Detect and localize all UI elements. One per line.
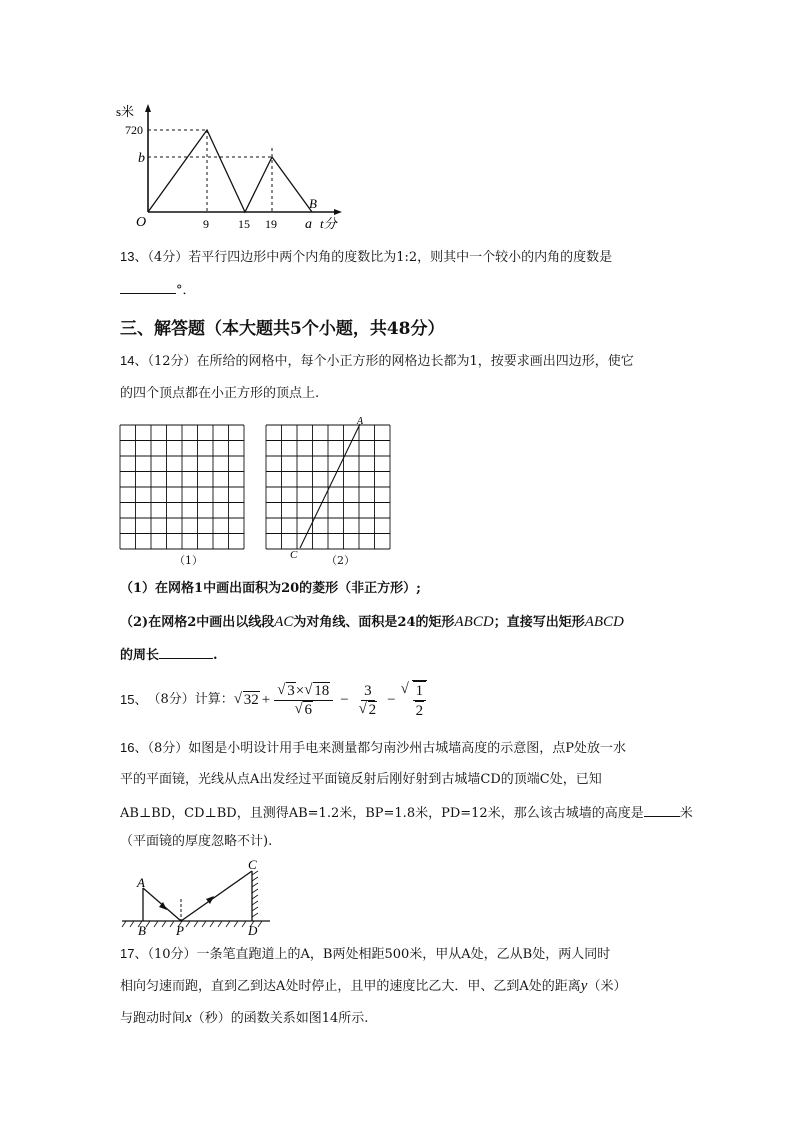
rect-abcd-label: ABCD [454,614,494,630]
segment-ac [300,424,360,548]
q15-number: 15、 [120,692,148,707]
hatch-mark [226,921,230,927]
q13-answer-line [120,279,196,301]
hatch-mark [218,921,222,927]
hatch-mark [146,921,150,927]
q14-score: （12分） [147,354,197,369]
question-16 [120,738,626,759]
q16-number: 16、 [120,740,148,755]
q16-unit: 米 [679,806,693,821]
q14-part1: （1）在网格1中画出面积为20的菱形（非正方形）; [120,581,421,596]
y-tick-720: 720 [125,123,143,137]
hatch-mark [252,901,258,905]
q14-text-line2: 的四个顶点都在小正方形的顶点上. [120,386,320,401]
q17-score: （10分） [147,947,197,962]
hatch-mark [130,921,134,927]
q14-text-line1: 在所给的网格中，每个小正方形的网格边长都为1，按要求画出四边形，使它 [196,354,634,369]
grid-1[interactable] [118,423,248,551]
q14-part2-mid: 为对角线、面积是24的矩形 [293,615,455,630]
hatch-mark [252,907,258,911]
section-3-title: 三、解答题（本大题共5个小题，共48分） [120,319,445,339]
hatch-mark [258,921,262,927]
y-axis-label: s米 [116,104,135,119]
q17-number: 17、 [120,946,148,961]
x-tick-a: a [305,217,312,232]
x-tick-15: 15 [238,217,250,231]
hatch-mark [252,889,258,893]
q14-part2-line2 [120,644,218,666]
label-a: A [137,875,145,890]
fraction-3-over-sqrt2: 3 √ 2 [356,682,381,719]
hatch-mark [202,921,206,927]
label-b: B [138,923,146,938]
hatch-mark [242,921,246,927]
hatch-mark [234,921,238,927]
x-tick-9: 9 [203,217,209,231]
q14-part2-mid2: ；直接写出矩形 [493,615,585,630]
q15-expression: √ 32 + √ 3×√ 18 √ 6 − 3 √ 2 − √ $\frac{1}{2}$ [234,680,427,720]
q13-suffix: °． [176,283,196,298]
label-c: C [290,549,298,560]
q14-perimeter-text: 的周长 [120,648,160,663]
x-tick-19: 19 [265,217,277,231]
hatch-mark [210,921,214,927]
hatch-mark [186,921,190,927]
question-14 [120,351,634,372]
label-a: A [357,416,364,427]
hatch-mark [252,895,258,899]
q14-part2 [120,612,624,633]
q16-answer-blank[interactable] [644,802,680,817]
q16-line2: 平的平面镜，光线从点A出发经过平面镜反射后刚好射到古城墙CD的顶端C处，已知 [120,772,602,787]
grid-2-caption: （2） [326,554,355,567]
hatch-mark [170,921,174,927]
q14-answer-blank[interactable] [159,644,213,659]
fraction-sqrt3-times-sqrt18-over-sqrt6: √ 3×√ 18 √ 6 [274,682,333,719]
x-axis-label: t分 [320,216,337,231]
rect-abcd-label-2: ABCD [584,614,624,630]
grid-2[interactable] [264,415,396,560]
y-tick-b: b [138,151,145,166]
q14-number: 14、 [120,353,148,368]
q15-text: 计算： [194,692,234,707]
var-y: y [580,978,588,994]
q16-line4: （平面镜的厚度忽略不计). [120,834,273,849]
point-b-label: B [309,196,317,211]
hatch-mark [252,877,258,881]
question-17 [120,944,610,965]
q17-line1: 一条笔直跑道上的A，B两处相距500米，甲从A处，乙从B处，两人同时 [196,947,611,962]
sqrt-32: √ 32 [234,690,260,710]
distance-time-graph [112,100,352,235]
q14-part2-prefix: （2)在网格2中画出以线段 [120,615,275,630]
q13-answer-blank[interactable] [120,279,176,294]
label-c: C [248,857,257,872]
hatch-mark [122,921,126,927]
q14-end: . [213,648,218,663]
q15-score: （8分） [147,692,195,707]
q13-text: 若平行四边形中两个内角的度数比为1:2，则其中一个较小的内角的度数是 [188,250,613,265]
question-13 [120,247,612,268]
mirror-diagram [120,855,280,940]
q17-line3: 与跑动时间x（秒）的函数关系如图14所示. [120,1010,369,1026]
q16-score: （8分） [147,741,189,756]
var-x: x [185,1010,192,1026]
origin-label: O [136,215,147,230]
segment-ac-label: AC [274,614,294,630]
hatch-mark [162,921,166,927]
q13-score: （4分） [147,250,189,265]
question-15 [120,678,427,722]
grid-1-caption: （1） [174,554,203,567]
q16-line3: AB⊥BD，CD⊥BD，且测得AB=1.2米，BP=1.8米，PD=12米，那么该古城墙的高度是 米 [120,802,693,824]
q17-line2: 相向匀速而跑，直到乙到达A处时停止，且甲的速度比乙大．甲、乙到A处的距离y（米） [120,978,627,994]
hatch-mark [252,883,258,887]
q13-number: 13、 [120,249,148,264]
sqrt-half: √ $\frac{1}{2}$ [401,680,428,720]
hatch-mark [154,921,158,927]
label-d: D [248,923,258,938]
label-p: P [176,923,184,938]
hatch-mark [252,913,258,917]
hatch-mark [194,921,198,927]
q16-line1: 如图是小明设计用手电来测量都匀南沙州古城墙高度的示意图，点P处放一水 [188,741,626,756]
